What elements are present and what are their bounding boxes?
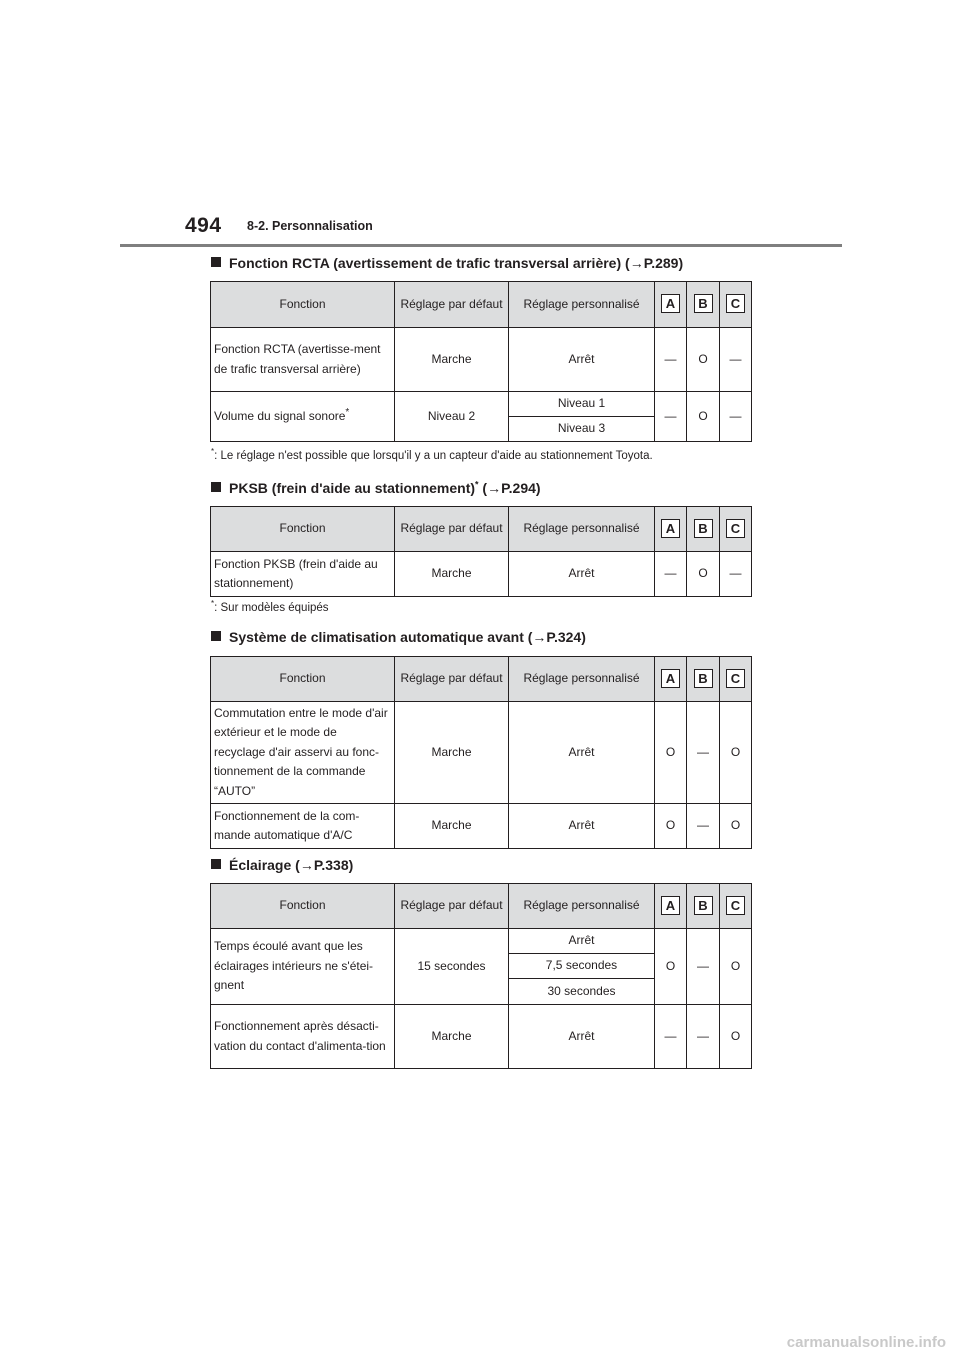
cell-defaut: Niveau 2: [395, 392, 509, 442]
cell-c: —: [720, 392, 752, 442]
cell-b: —: [687, 1005, 720, 1069]
cell-a: O: [655, 929, 687, 1005]
cell-defaut: Marche: [395, 702, 509, 804]
col-perso: Réglage personnalisé: [509, 507, 655, 552]
table-eclairage: [210, 883, 752, 1069]
cell-c: O: [720, 702, 752, 804]
cell-perso: Arrêt: [509, 1005, 655, 1069]
header-rule: [120, 244, 842, 247]
cell-b: —: [687, 929, 720, 1005]
col-fonction: Fonction: [211, 657, 395, 702]
table-header-row: [211, 884, 752, 929]
footnote-pksb: *: Sur modèles équipés: [211, 599, 329, 614]
col-defaut: Réglage par défaut: [395, 507, 509, 552]
cell-fonction: Commutation entre le mode d'air extérieur et le mode de recyclage d'air asservi au fonc-tionnement de la commande “AUTO”: [211, 702, 395, 804]
watermark: carmanualsonline.info: [786, 1334, 946, 1351]
cell-c: O: [720, 929, 752, 1005]
col-a-badge: A: [661, 519, 680, 538]
section-heading-rcta: Fonction RCTA (avertissement de trafic transversal arrière) (→P.289): [211, 255, 683, 271]
cell-perso: Arrêt: [509, 929, 655, 954]
table-row: [211, 552, 752, 597]
chapter-title: 8-2. Personnalisation: [247, 219, 373, 233]
square-bullet-icon: [211, 257, 221, 267]
cell-perso: 30 secondes: [509, 979, 655, 1005]
col-defaut: Réglage par défaut: [395, 657, 509, 702]
cell-b: O: [687, 392, 720, 442]
cell-defaut: Marche: [395, 552, 509, 597]
cell-perso: 7,5 secondes: [509, 954, 655, 979]
table-header-row: [211, 507, 752, 552]
cell-defaut: 15 secondes: [395, 929, 509, 1005]
col-c-badge: C: [726, 294, 745, 313]
col-defaut: Réglage par défaut: [395, 884, 509, 929]
table-row: [211, 702, 752, 804]
cell-fonction: Fonctionnement après désacti-vation du contact d'alimenta-tion: [211, 1005, 395, 1069]
cell-fonction: Fonctionnement de la com-mande automatique d'A/C: [211, 804, 395, 849]
square-bullet-icon: [211, 631, 221, 641]
cell-defaut: Marche: [395, 804, 509, 849]
cell-defaut: Marche: [395, 328, 509, 392]
cell-fonction: Fonction RCTA (avertisse-ment de trafic transversal arrière): [211, 328, 395, 392]
col-c-badge: C: [726, 669, 745, 688]
table-row: [211, 392, 752, 417]
footnote-rcta: *: Le réglage n'est possible que lorsqu'il y a un capteur d'aide au stationnement Toyota.: [211, 447, 653, 462]
col-c-badge: C: [726, 519, 745, 538]
cell-b: —: [687, 804, 720, 849]
table-row: [211, 328, 752, 392]
col-fonction: Fonction: [211, 282, 395, 328]
cell-c: —: [720, 328, 752, 392]
table-row: [211, 1005, 752, 1069]
section-heading-clim: Système de climatisation automatique avant (→P.324): [211, 629, 586, 645]
col-defaut: Réglage par défaut: [395, 282, 509, 328]
cell-a: —: [655, 392, 687, 442]
col-perso: Réglage personnalisé: [509, 282, 655, 328]
section-heading-pksb: PKSB (frein d'aide au stationnement)* (→P.294): [211, 480, 541, 496]
col-fonction: Fonction: [211, 884, 395, 929]
cell-a: —: [655, 552, 687, 597]
cell-perso: Arrêt: [509, 328, 655, 392]
col-b-badge: B: [694, 669, 713, 688]
cell-c: O: [720, 1005, 752, 1069]
cell-c: O: [720, 804, 752, 849]
cell-b: O: [687, 328, 720, 392]
cell-defaut: Marche: [395, 1005, 509, 1069]
col-a-badge: A: [661, 896, 680, 915]
square-bullet-icon: [211, 859, 221, 869]
col-perso: Réglage personnalisé: [509, 884, 655, 929]
table-header-row: [211, 657, 752, 702]
table-header-row: [211, 282, 752, 328]
cell-perso: Arrêt: [509, 552, 655, 597]
cell-perso: Arrêt: [509, 804, 655, 849]
cell-fonction: Volume du signal sonore*: [211, 392, 395, 442]
col-c-badge: C: [726, 896, 745, 915]
col-a-badge: A: [661, 294, 680, 313]
page-number: 494: [185, 214, 222, 237]
cell-b: —: [687, 702, 720, 804]
cell-perso: Arrêt: [509, 702, 655, 804]
col-b-badge: B: [694, 519, 713, 538]
square-bullet-icon: [211, 482, 221, 492]
table-pksb: [210, 506, 752, 597]
col-b-badge: B: [694, 896, 713, 915]
cell-a: —: [655, 1005, 687, 1069]
cell-a: —: [655, 328, 687, 392]
table-row: [211, 929, 752, 954]
cell-perso: Niveau 1: [509, 392, 655, 417]
table-rcta: [210, 281, 752, 442]
cell-perso: Niveau 3: [509, 417, 655, 442]
cell-c: —: [720, 552, 752, 597]
section-heading-eclairage: Éclairage (→P.338): [211, 857, 353, 873]
cell-a: O: [655, 702, 687, 804]
cell-a: O: [655, 804, 687, 849]
col-fonction: Fonction: [211, 507, 395, 552]
cell-b: O: [687, 552, 720, 597]
table-row: [211, 804, 752, 849]
cell-fonction: Fonction PKSB (frein d'aide au stationnement): [211, 552, 395, 597]
cell-fonction: Temps écoulé avant que les éclairages intérieurs ne s'étei-gnent: [211, 929, 395, 1005]
table-clim: [210, 656, 752, 849]
col-b-badge: B: [694, 294, 713, 313]
col-perso: Réglage personnalisé: [509, 657, 655, 702]
col-a-badge: A: [661, 669, 680, 688]
